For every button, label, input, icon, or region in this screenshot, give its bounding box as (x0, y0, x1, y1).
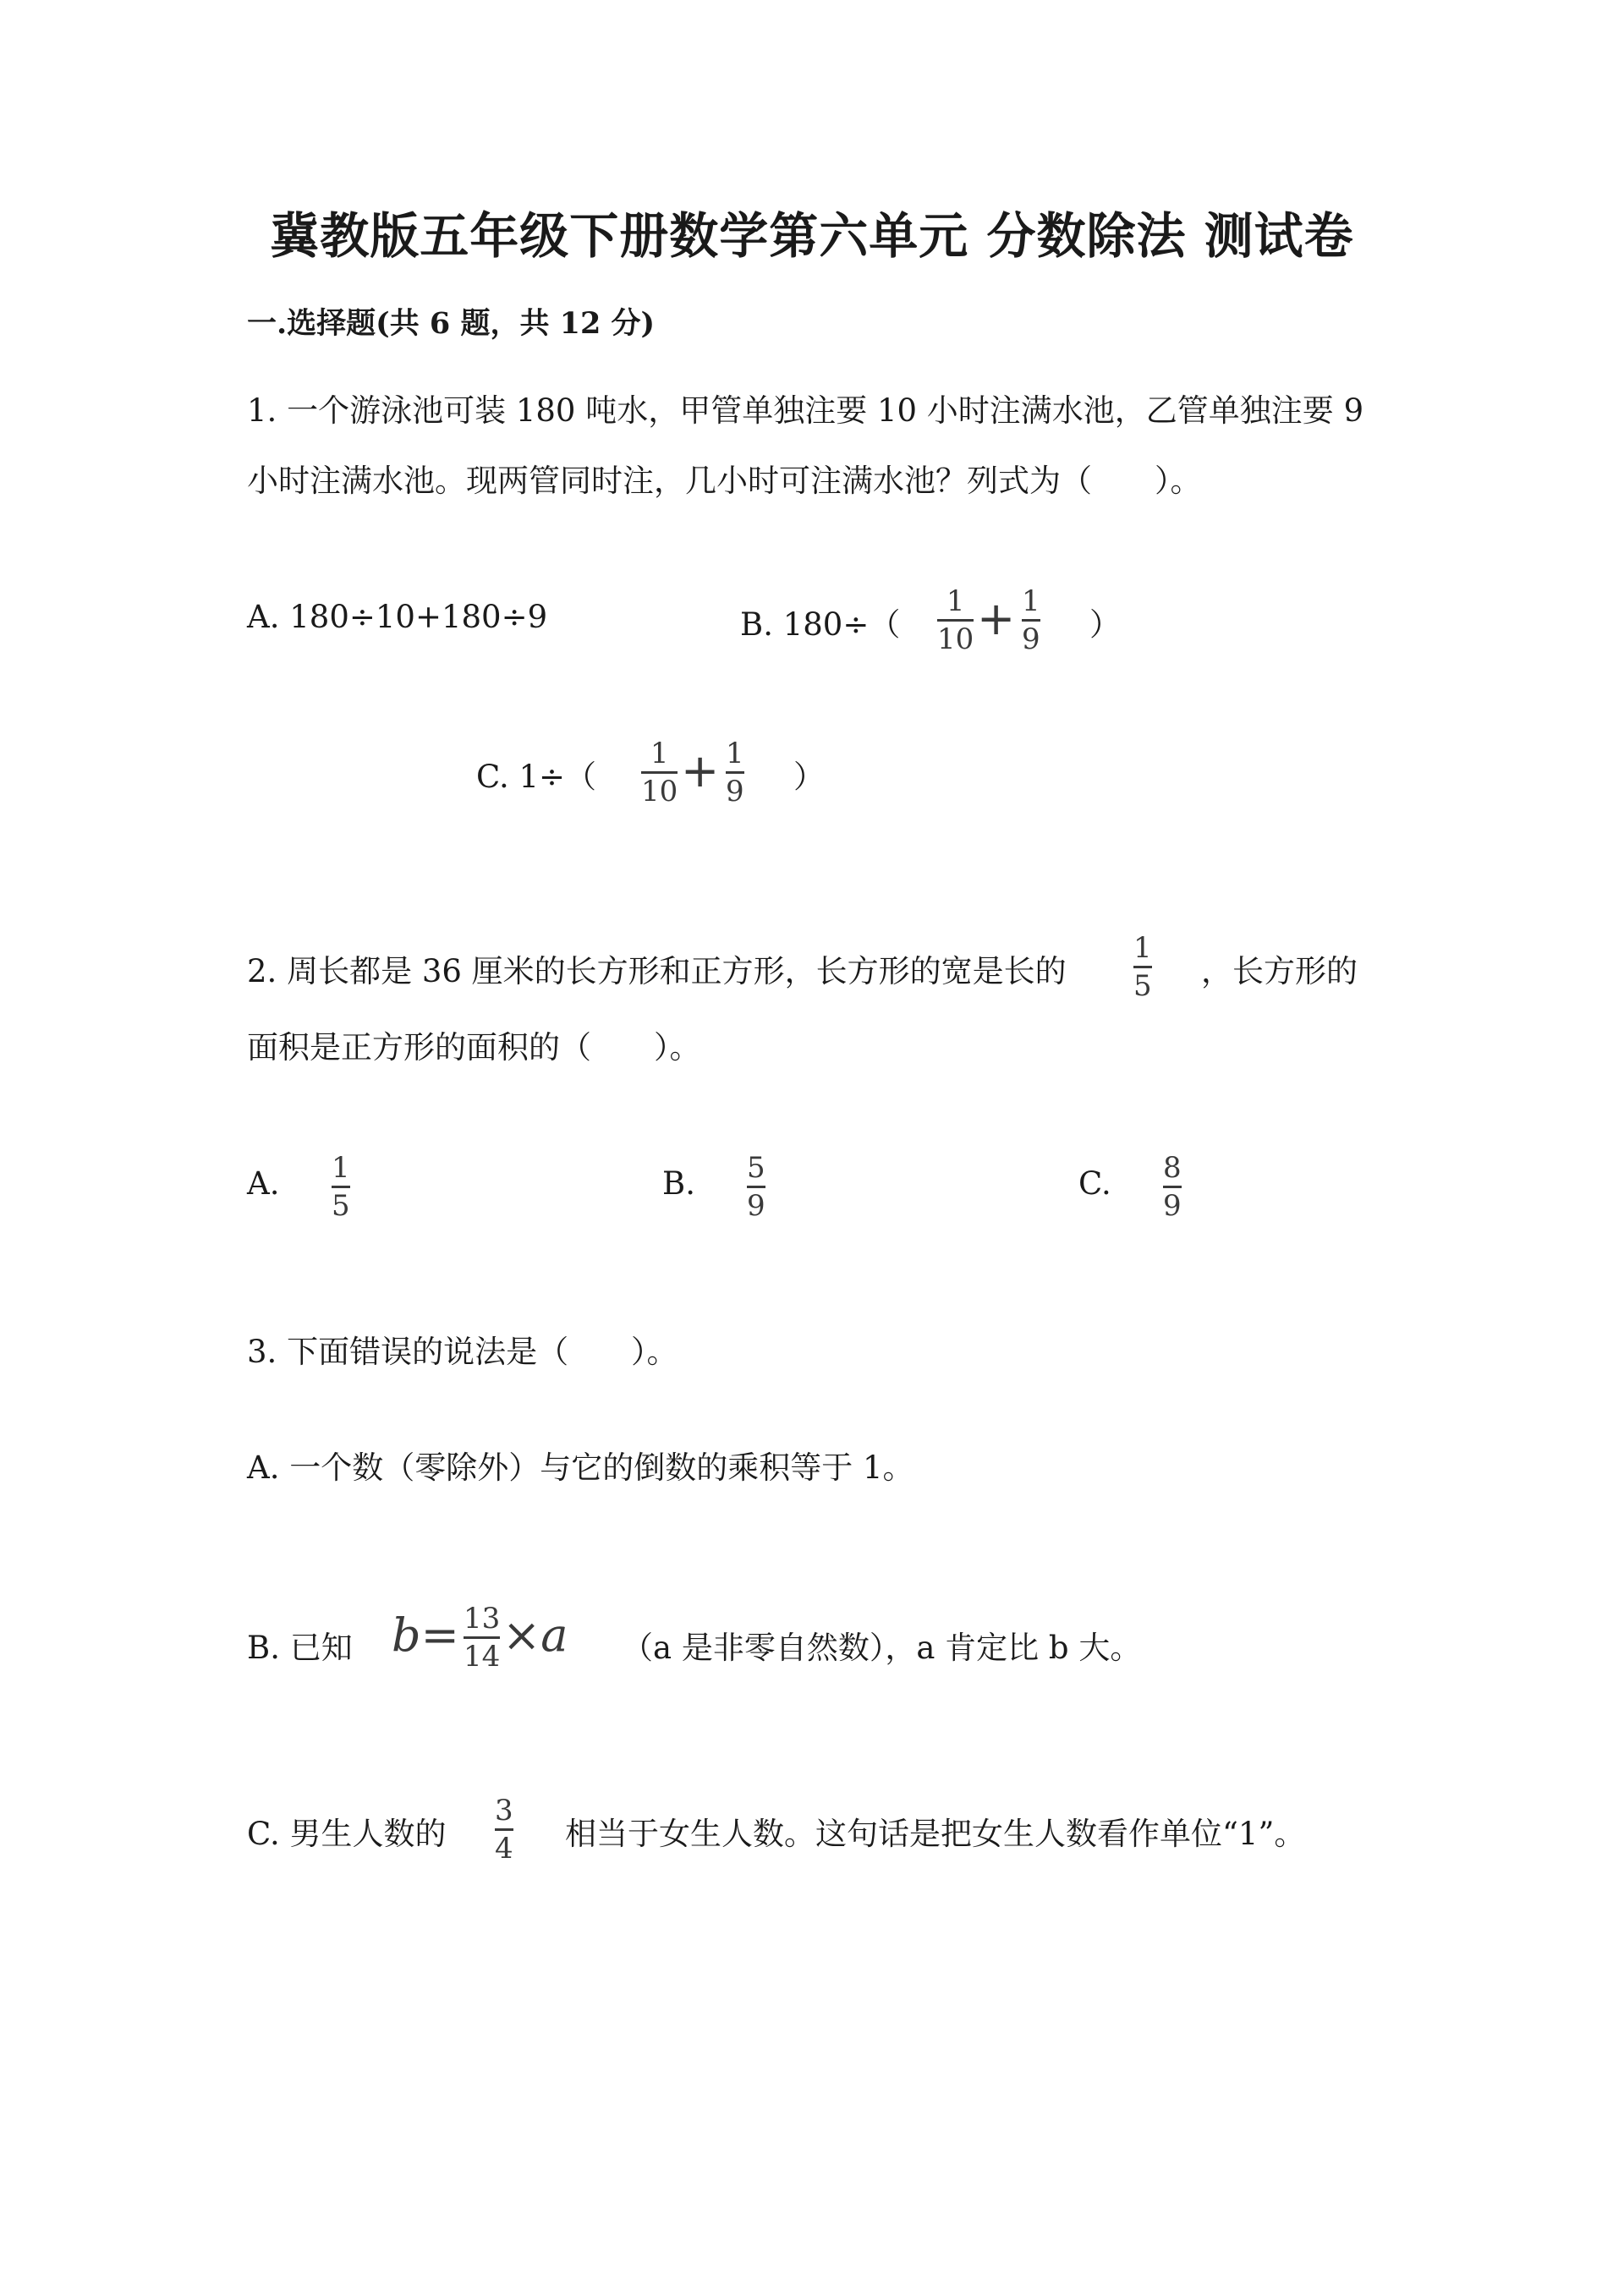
q3-option-b-math-left: b= (392, 1608, 459, 1662)
q1-option-c-prefix: C. 1÷（ (476, 759, 597, 795)
q2-stem-line2: 面积是正方形的面积的（ ）。 (247, 1029, 701, 1066)
fraction-bar (464, 1636, 500, 1639)
q1-option-b-prefix: B. 180÷（ (740, 606, 901, 643)
q2-stem-line1-suffix: ，长方形的 (1201, 953, 1358, 989)
q1-stem-line2: 小时注满水池。现两管同时注，几小时可注满水池？列式为（ ）。 (247, 463, 1202, 499)
q1-option-b-suffix: ） (1089, 606, 1121, 643)
q3-option-b-math-right: ×a (502, 1608, 568, 1662)
q3-option-a: A. 一个数（零除外）与它的倒数的乘积等于 1。 (247, 1449, 914, 1486)
fraction-bar (1133, 966, 1152, 968)
fraction-denominator: 9 (747, 1189, 765, 1223)
q2-option-b-label: B. (662, 1165, 695, 1202)
plus-sign: + (977, 592, 1016, 645)
fraction-numerator: 1 (650, 737, 669, 770)
q1-option-c-fraction-1 (641, 737, 678, 808)
fraction-bar (937, 619, 974, 622)
q3-option-c-suffix: 相当于女生人数。这句话是把女生人数看作单位“1”。 (565, 1816, 1306, 1852)
fraction-numerator: 13 (464, 1602, 501, 1636)
fraction-numerator: 8 (1163, 1151, 1182, 1185)
fraction-bar (747, 1186, 765, 1188)
fraction-numerator: 1 (1022, 584, 1040, 618)
q3-option-b-prefix: B. 已知 (247, 1630, 353, 1666)
q2-option-c-fraction (1163, 1152, 1182, 1222)
plus-sign: + (681, 744, 720, 797)
fraction-denominator: 9 (1022, 622, 1040, 656)
q1-option-a: A. 180÷10+180÷9 (247, 599, 548, 635)
fraction-numerator: 1 (1133, 931, 1152, 965)
fraction-numerator: 5 (747, 1151, 765, 1185)
q2-option-b-fraction (747, 1152, 765, 1222)
q2-option-a-fraction (332, 1152, 350, 1222)
q1-stem-line1: 1. 一个游泳池可装 180 吨水，甲管单独注要 10 小时注满水池，乙管单独注要 9 (247, 392, 1364, 429)
fraction-denominator: 10 (937, 622, 974, 656)
q2-option-c-label: C. (1078, 1165, 1111, 1202)
fraction-denominator: 9 (1163, 1189, 1182, 1223)
q3-option-c-prefix: C. 男生人数的 (247, 1816, 447, 1852)
q3-option-b-suffix: （a 是非零自然数），a 肯定比 b 大。 (622, 1630, 1142, 1666)
fraction-numerator: 1 (946, 584, 965, 618)
q3-option-c-fraction (495, 1795, 513, 1865)
fraction-bar (1163, 1186, 1182, 1188)
section-heading: 一.选择题(共 6 题，共 12 分) (247, 306, 656, 341)
q2-option-a-label: A. (247, 1165, 280, 1202)
fraction-denominator: 5 (332, 1189, 350, 1223)
q3-stem: 3. 下面错误的说法是（ ）。 (247, 1334, 678, 1370)
q2-stem-fraction (1133, 932, 1152, 1002)
q1-option-c-suffix: ） (793, 759, 825, 795)
q1-option-b-fraction-1 (937, 585, 974, 655)
fraction-denominator: 4 (495, 1832, 513, 1866)
fraction-bar (726, 771, 744, 774)
fraction-bar (641, 771, 678, 774)
fraction-numerator: 1 (332, 1151, 350, 1185)
page-title: 冀教版五年级下册数学第六单元 分数除法 测试卷 (270, 207, 1354, 265)
fraction-numerator: 3 (495, 1794, 513, 1827)
q1-option-c-fraction-2 (726, 737, 744, 808)
fraction-bar (1022, 619, 1040, 622)
fraction-bar (495, 1828, 513, 1831)
fraction-denominator: 10 (641, 775, 678, 808)
fraction-bar (332, 1186, 350, 1188)
fraction-denominator: 14 (464, 1640, 501, 1674)
fraction-denominator: 9 (726, 775, 744, 808)
q3-option-b-math-fraction (464, 1603, 500, 1673)
fraction-numerator: 1 (726, 737, 744, 770)
fraction-denominator: 5 (1133, 969, 1152, 1003)
q1-option-b-fraction-2 (1022, 585, 1040, 655)
q2-stem-line1-prefix: 2. 周长都是 36 厘米的长方形和正方形，长方形的宽是长的 (247, 953, 1067, 989)
